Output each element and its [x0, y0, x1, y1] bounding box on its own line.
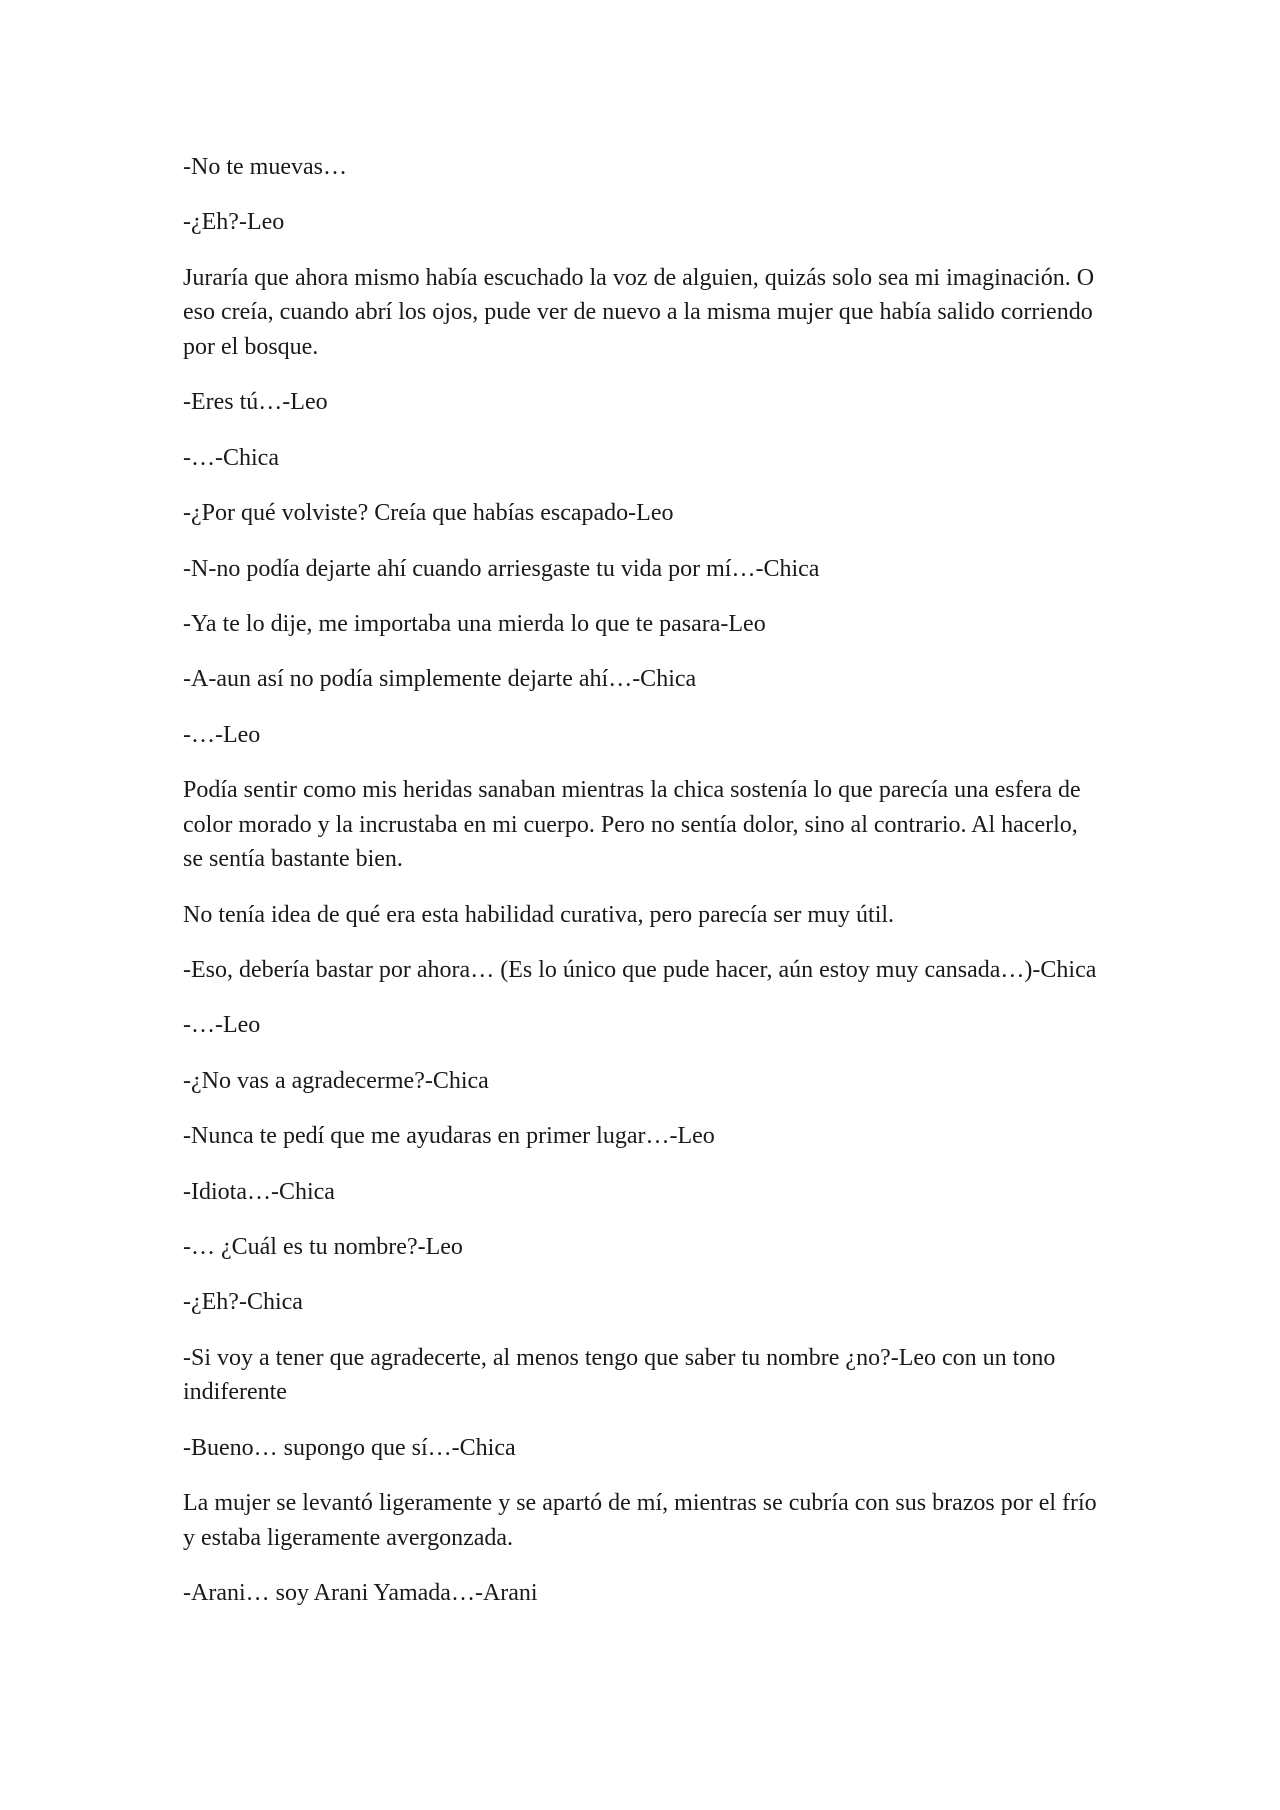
paragraph: -Idiota…-Chica: [183, 1178, 335, 1205]
paragraph: La mujer se levantó ligeramente y se apartó de mí, mientras se cubría con sus brazos por el frío y estaba ligeramente avergonzada.: [183, 1490, 1097, 1551]
paragraph: No tenía idea de qué era esta habilidad curativa, pero parecía ser muy útil.: [183, 901, 895, 928]
paragraph: -Si voy a tener que agradecerte, al menos tengo que saber tu nombre ¿no?-Leo con un tono indiferente: [183, 1344, 1056, 1406]
paragraph: -…-Leo: [183, 1012, 261, 1039]
paragraph: -¿Eh?-Leo: [183, 209, 285, 236]
paragraph: -¿Por qué volviste? Creía que habías escapado-Leo: [183, 500, 674, 527]
paragraph: -… ¿Cuál es tu nombre?-Leo: [183, 1234, 463, 1261]
paragraph: Juraría que ahora mismo había escuchado la voz de alguien, quizás solo sea mi imaginación. O eso creía, cuando abrí los ojos, pude ver de nuevo a la misma mujer que había salido corriendo por el bosque.: [183, 264, 1095, 360]
paragraph: -Eres tú…-Leo: [183, 389, 328, 416]
paragraph: -Arani… soy Arani Yamada…-Arani: [183, 1580, 538, 1607]
paragraph: -¿No vas a agradecerme?-Chica: [183, 1067, 489, 1094]
paragraph: -Ya te lo dije, me importaba una mierda lo que te pasara-Leo: [183, 610, 766, 637]
paragraph: -¿Eh?-Chica: [183, 1289, 303, 1316]
paragraph: -…-Leo: [183, 721, 261, 748]
document-page: [183, 150, 1103, 1632]
paragraph: -N-no podía dejarte ahí cuando arriesgaste tu vida por mí…-Chica: [183, 555, 820, 582]
paragraph: -Nunca te pedí que me ayudaras en primer lugar…-Leo: [183, 1123, 715, 1150]
paragraph: -A-aun así no podía simplemente dejarte ahí…-Chica: [183, 666, 697, 693]
paragraph: -…-Chica: [183, 444, 279, 471]
paragraph: -No te muevas…: [183, 154, 347, 180]
paragraph: -Eso, debería bastar por ahora… (Es lo único que pude hacer, aún estoy muy cansada…)-Chica: [183, 957, 1097, 984]
paragraph: Podía sentir como mis heridas sanaban mientras la chica sostenía lo que parecía una esfera de color morado y la incrustaba en mi cuerpo. Pero no sentía dolor, sino al contrario. Al hacerlo, se sentía bastante bien.: [183, 777, 1081, 873]
paragraph: -Bueno… supongo que sí…-Chica: [183, 1434, 516, 1461]
